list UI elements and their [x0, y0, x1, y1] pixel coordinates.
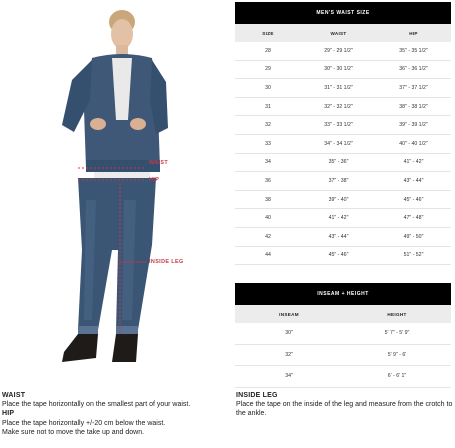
size-cell: 31 — [235, 97, 301, 116]
table-row — [235, 190, 451, 209]
waist-cell: 31" - 31 1/2" — [301, 79, 376, 98]
hip-note-heading: HIP — [2, 410, 15, 418]
inseam-table-column-headers — [235, 305, 451, 323]
column-header-height: HEIGHT — [343, 305, 451, 323]
height-cell: 5' 7" - 5' 9" — [343, 323, 451, 344]
waist-table-column-headers — [235, 24, 451, 42]
table-row — [235, 60, 451, 79]
waist-cell: 33" - 33 1/2" — [301, 116, 376, 135]
model-photo — [0, 0, 225, 385]
waist-label: WAIST — [149, 160, 169, 166]
inside-leg-note-heading: INSIDE LEG — [236, 392, 278, 399]
column-header-size: SIZE — [235, 24, 301, 42]
hip-cell: 36" - 36 1/2" — [376, 60, 451, 79]
hip-cell: 51" - 52" — [376, 246, 451, 265]
hip-cell: 38" - 38 1/2" — [376, 97, 451, 116]
table-row — [235, 116, 451, 135]
waist-cell: 43" - 44" — [301, 227, 376, 246]
hip-cell: 37" - 37 1/2" — [376, 79, 451, 98]
inseam-cell: 32" — [235, 344, 343, 366]
inseam-cell: 34" — [235, 366, 343, 388]
size-cell: 40 — [235, 209, 301, 228]
waist-cell: 45" - 46" — [301, 246, 376, 265]
waist-hip-notes — [2, 391, 230, 437]
waist-cell: 41" - 42" — [301, 209, 376, 228]
hip-cell: 49" - 50" — [376, 227, 451, 246]
inseam-table-header — [235, 283, 451, 305]
waist-cell: 39" - 40" — [301, 190, 376, 209]
column-header-waist: WAIST — [301, 24, 376, 42]
table-row — [235, 366, 451, 388]
inside-leg-note-text: Place the tape on the inside of the leg and measure from the crotch to the ankle. — [236, 401, 453, 418]
waist-note-text: Place the tape horizontally on the smallest part of your waist. — [2, 401, 191, 409]
hip-note-text-2: Make sure not to move the take up and down. — [2, 428, 145, 436]
hip-cell: 41" - 42" — [376, 153, 451, 172]
table-row — [235, 42, 451, 60]
inseam-table-title: INSEAM + HEIGHT — [235, 283, 451, 305]
inseam-cell: 30" — [235, 323, 343, 344]
table-row — [235, 79, 451, 98]
height-cell: 6' - 6' 1" — [343, 366, 451, 388]
model-illustration — [0, 0, 225, 385]
table-row — [235, 209, 451, 228]
waist-cell: 29" - 29 1/2" — [301, 42, 376, 60]
hip-label: HIP — [149, 177, 160, 183]
waist-cell: 34" - 34 1/2" — [301, 134, 376, 153]
hip-cell: 43" - 44" — [376, 172, 451, 191]
hip-cell: 47" - 48" — [376, 209, 451, 228]
waist-cell: 37" - 38" — [301, 172, 376, 191]
size-cell: 42 — [235, 227, 301, 246]
hip-cell: 45" - 46" — [376, 190, 451, 209]
table-row — [235, 323, 451, 344]
waist-table-title: MEN'S WAIST SIZE — [235, 2, 451, 24]
column-header-inseam: INSEAM — [235, 305, 343, 323]
table-row — [235, 227, 451, 246]
waist-table-header — [235, 2, 451, 24]
waist-note-heading: WAIST — [2, 392, 26, 399]
waist-cell: 32" - 32 1/2" — [301, 97, 376, 116]
table-row — [235, 172, 451, 191]
waist-cell: 30" - 30 1/2" — [301, 60, 376, 79]
size-cell: 29 — [235, 60, 301, 79]
height-cell: 5' 9" - 6' — [343, 344, 451, 366]
waist-cell: 35" - 36" — [301, 153, 376, 172]
table-row — [235, 97, 451, 116]
hip-cell: 40" - 40 1/2" — [376, 134, 451, 153]
column-header-hip: HIP — [376, 24, 451, 42]
inseam-height-table — [235, 283, 451, 388]
table-row — [235, 344, 451, 366]
inside-leg-notes — [236, 391, 454, 419]
waist-size-table — [235, 2, 451, 265]
hip-cell: 35" - 35 1/2" — [376, 42, 451, 60]
size-cell: 44 — [235, 246, 301, 265]
table-row — [235, 246, 451, 265]
size-cell: 34 — [235, 153, 301, 172]
size-cell: 28 — [235, 42, 301, 60]
size-cell: 32 — [235, 116, 301, 135]
hip-cell: 39" - 39 1/2" — [376, 116, 451, 135]
size-cell: 36 — [235, 172, 301, 191]
table-row — [235, 134, 451, 153]
size-cell: 38 — [235, 190, 301, 209]
size-cell: 33 — [235, 134, 301, 153]
inside-leg-label: INSIDE LEG — [149, 259, 184, 265]
hip-note-text-1: Place the tape horizontally +/-20 cm below the waist. — [2, 419, 166, 427]
table-row — [235, 153, 451, 172]
size-cell: 30 — [235, 79, 301, 98]
